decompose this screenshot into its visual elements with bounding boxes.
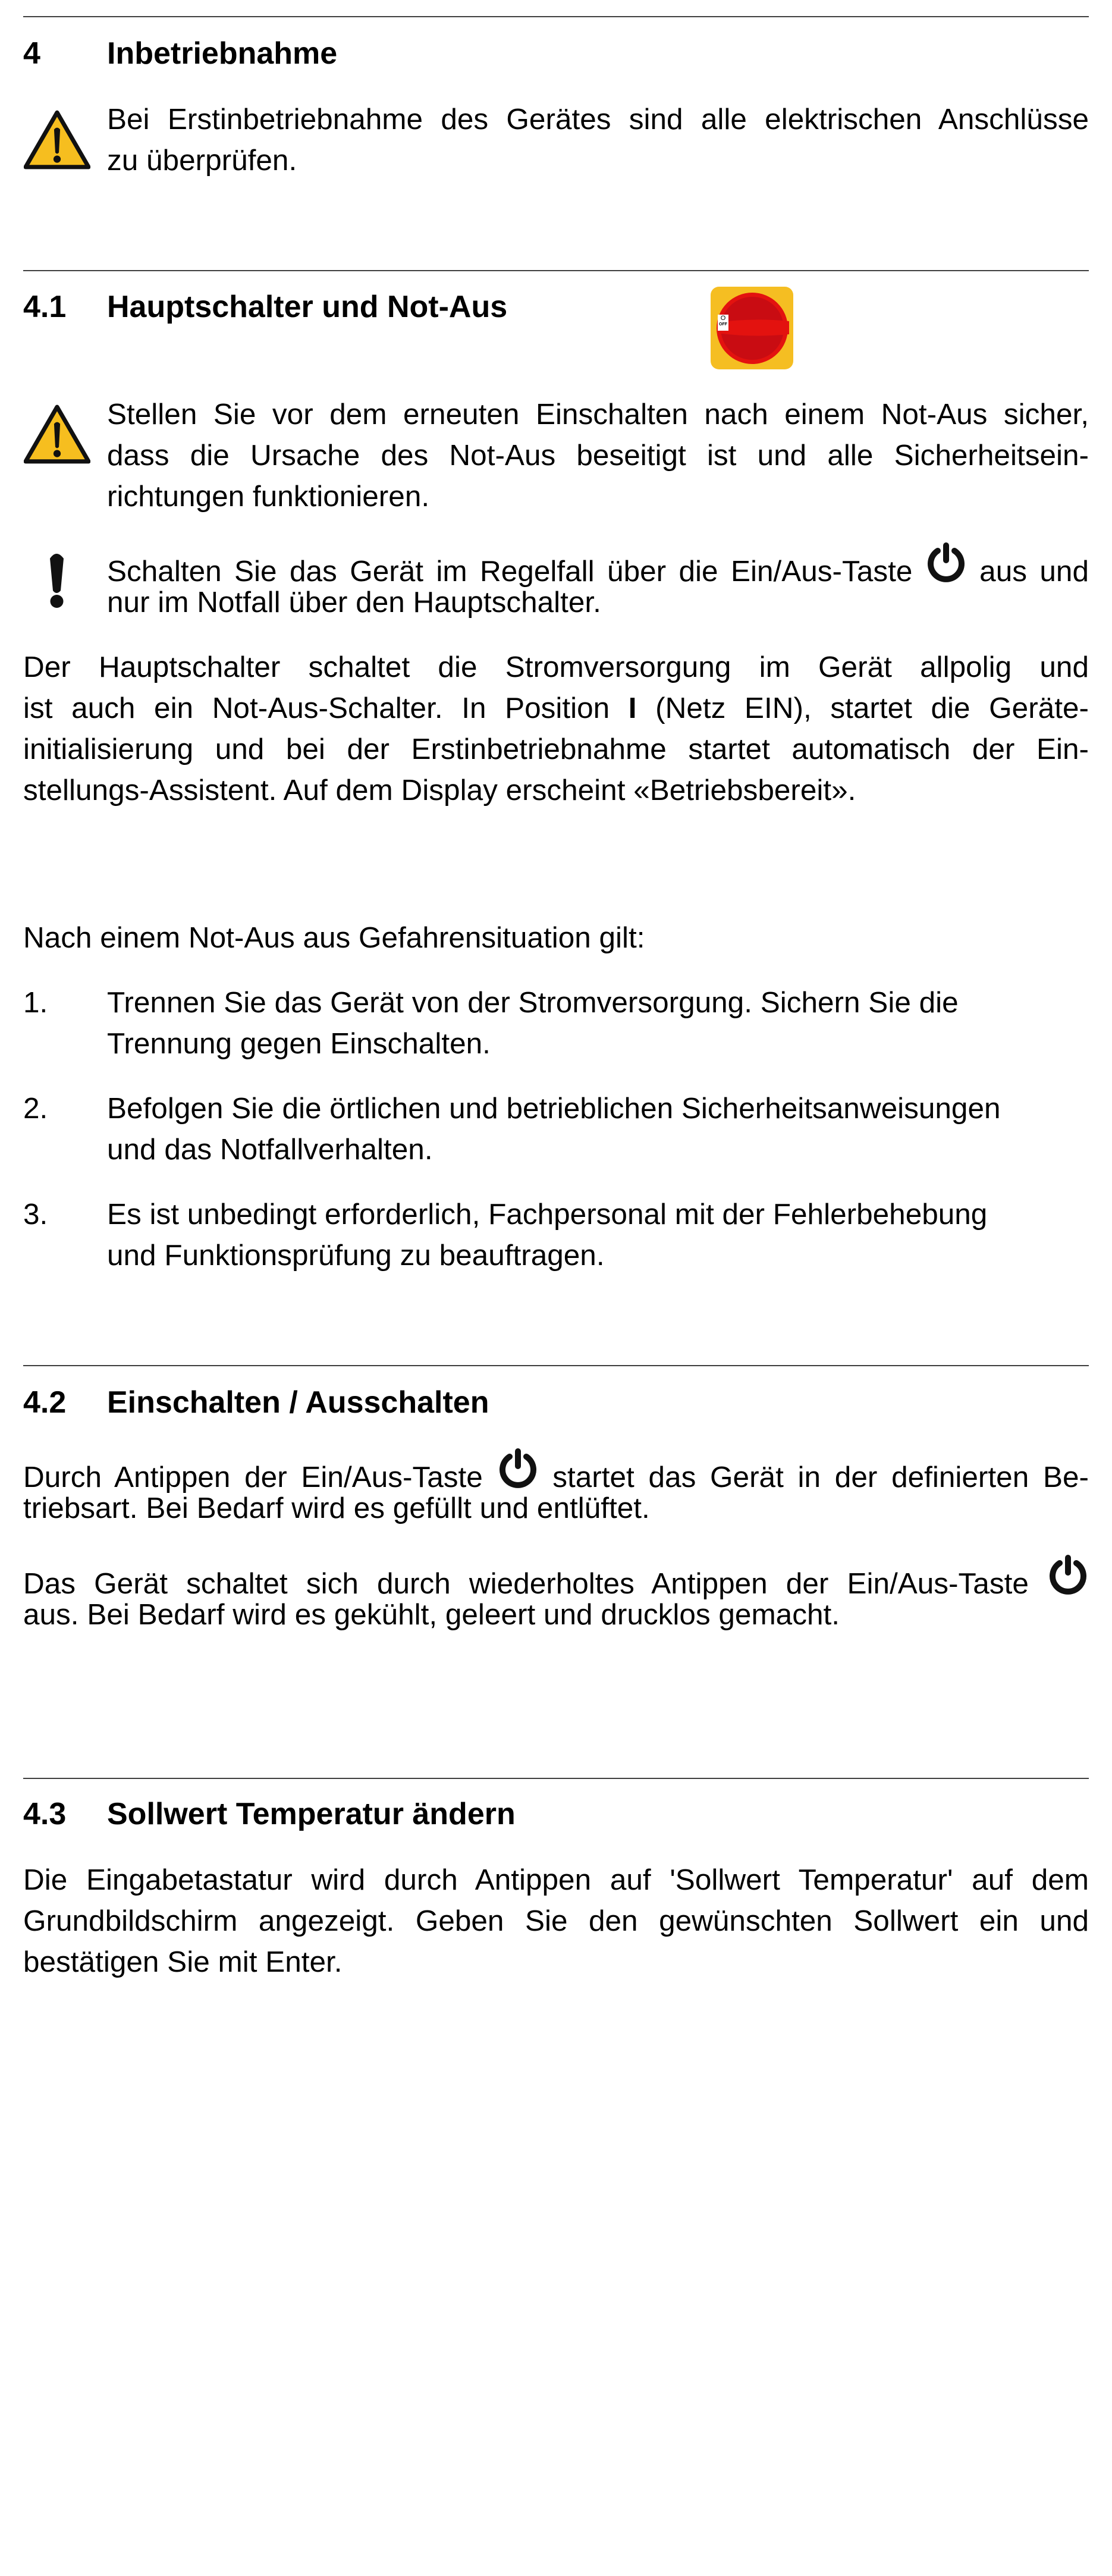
section-title: Sollwert Temperatur ändern (107, 1797, 516, 1831)
note-line: nur im Notfall über den Hauptschalter. (107, 586, 601, 619)
power-on-paragraph (23, 1447, 1089, 1529)
power-icon (926, 542, 966, 583)
exclamation-icon (49, 551, 65, 610)
switch-off-symbol: O (720, 315, 726, 322)
step-text (107, 982, 1089, 1064)
paragraph-line (23, 1553, 1089, 1600)
step-number: 3. (23, 1198, 48, 1231)
switch-off-text: OFF (719, 322, 727, 327)
warning-line: dass die Ursache des Not-Aus beseitigt ist und alle Sicherheitsein- (107, 439, 1089, 472)
step-line: und das Notfallverhalten. (107, 1133, 433, 1166)
section-title: Inbetriebnahme (107, 36, 338, 71)
paragraph-text-part: ist auch ein Not-Aus-Schalter. In Position (23, 692, 610, 724)
paragraph-text-part: startet das Gerät in der definierten Be- (552, 1461, 1089, 1493)
step-text (107, 1088, 1089, 1170)
section-number: 4.1 (23, 290, 67, 324)
warning-text (107, 99, 1089, 181)
section-number: 4.2 (23, 1385, 67, 1420)
position-symbol: I (628, 692, 637, 724)
step-line: Es ist unbedingt erforderlich, Fachpersonal mit der Fehlerbehebung (107, 1198, 988, 1231)
power-icon (498, 1448, 538, 1489)
main-switch-paragraph (23, 647, 1089, 811)
paragraph-line: Grundbildschirm angezeigt. Geben Sie den gewünschten Sollwert ein und (23, 1904, 1089, 1937)
note-line (107, 541, 1089, 588)
warning-text (107, 394, 1089, 517)
step-text (107, 1194, 1089, 1276)
paragraph-line: aus. Bei Bedarf wird es gekühlt, geleert und drucklos gemacht. (23, 1598, 840, 1631)
warning-line: Bei Erstinbetriebnahme des Gerätes sind alle elektrischen Anschlüsse (107, 103, 1089, 136)
paragraph-line: Der Hauptschalter schaltet die Stromversorgung im Gerät allpolig und (23, 651, 1089, 683)
power-off-paragraph (23, 1553, 1089, 1635)
main-switch-icon (711, 287, 793, 369)
paragraph-line: triebsart. Bei Bedarf wird es gefüllt und entlüftet. (23, 1492, 650, 1524)
section-divider (23, 1365, 1089, 1366)
setpoint-paragraph (23, 1859, 1089, 1982)
warning-line: Stellen Sie vor dem erneuten Einschalten nach einem Not-Aus sicher, (107, 398, 1089, 431)
section-divider (23, 16, 1089, 17)
step-number: 1. (23, 986, 48, 1019)
section-title: Hauptschalter und Not-Aus (107, 290, 508, 324)
warning-triangle-icon (24, 110, 90, 170)
paragraph-text-part: Das Gerät schaltet sich durch wiederholtes Antippen der Ein/Aus-Taste (23, 1567, 1029, 1600)
paragraph-text-part: (Netz EIN), startet die Geräte- (655, 692, 1089, 724)
paragraph-line: initialisierung und bei der Erstinbetriebnahme startet automatisch der Ein- (23, 733, 1089, 765)
warning-line: zu überprüfen. (107, 144, 297, 177)
paragraph-text-part: Durch Antippen der Ein/Aus-Taste (23, 1461, 483, 1493)
paragraph-line: stellungs-Assistent. Auf dem Display erscheint «Betriebsbereit». (23, 774, 856, 807)
warning-line: richtungen funktionieren. (107, 480, 430, 513)
emergency-intro (23, 917, 1089, 958)
section-number: 4 (23, 36, 40, 71)
step-line: Trennen Sie das Gerät von der Stromversorgung. Sichern Sie die (107, 986, 959, 1019)
step-number: 2. (23, 1092, 48, 1125)
switch-off-label (718, 315, 728, 331)
step-line: und Funktionsprüfung zu beauftragen. (107, 1239, 605, 1272)
step-line: Befolgen Sie die örtlichen und betrieblichen Sicherheitsanweisungen (107, 1092, 1001, 1125)
paragraph-line: bestätigen Sie mit Enter. (23, 1946, 343, 1978)
section-number: 4.3 (23, 1797, 67, 1831)
section-divider (23, 270, 1089, 271)
paragraph-line (23, 1447, 1089, 1493)
step-line: Trennung gegen Einschalten. (107, 1027, 491, 1060)
section-title: Einschalten / Ausschalten (107, 1385, 489, 1420)
paragraph-line (23, 688, 1089, 729)
section-divider (23, 1778, 1089, 1779)
paragraph-line: Nach einem Not-Aus aus Gefahrensituation gilt: (23, 921, 645, 954)
warning-triangle-icon (24, 404, 90, 464)
paragraph-line: Die Eingabetastatur wird durch Antippen auf 'Sollwert Temperatur' auf dem (23, 1863, 1089, 1896)
note-text (107, 541, 1089, 623)
note-text-part: Schalten Sie das Gerät im Regelfall über die Ein/Aus-Taste (107, 555, 913, 588)
power-icon (1048, 1555, 1088, 1595)
note-text-part: aus und (979, 555, 1089, 588)
